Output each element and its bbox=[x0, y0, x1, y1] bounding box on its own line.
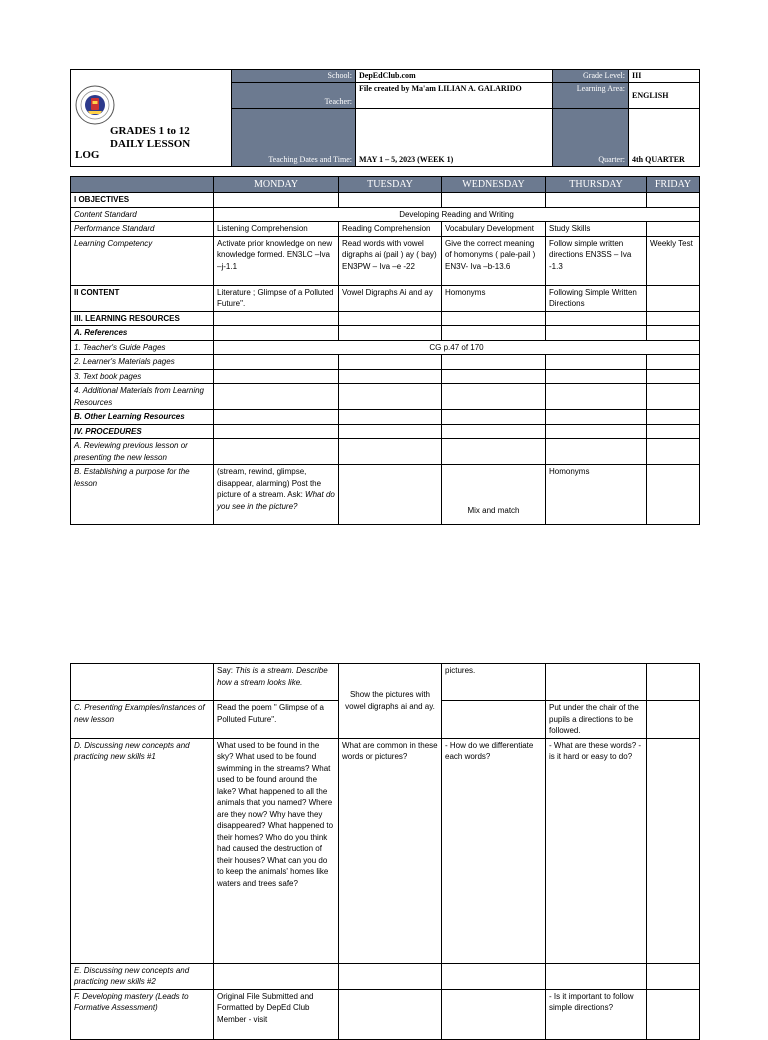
lc-wednesday: Give the correct meaning of homonyms ( pale-pail ) EN3V- Iva –b-13.6 bbox=[442, 236, 546, 285]
cell bbox=[339, 369, 442, 384]
cell bbox=[339, 963, 442, 989]
cell bbox=[339, 989, 442, 1039]
cell bbox=[647, 285, 700, 311]
quarter-label bbox=[553, 109, 629, 167]
days-corner bbox=[71, 177, 214, 193]
proc-f-thursday: - Is it important to follow simple directions? bbox=[546, 989, 647, 1039]
proc-c-label: C. Presenting Examples/instances of new lesson bbox=[71, 701, 214, 739]
area-value-text: ENGLISH bbox=[632, 90, 669, 100]
cell bbox=[214, 193, 339, 208]
cell bbox=[546, 424, 647, 439]
cell bbox=[214, 369, 339, 384]
proc-f-monday: Original File Submitted and Formatted by DepEd Club Member - visit bbox=[214, 989, 339, 1039]
cell bbox=[339, 311, 442, 326]
cell bbox=[442, 439, 546, 465]
cont-wednesday: pictures. bbox=[442, 664, 546, 701]
lc-monday: Activate prior knowledge on new knowledge formed. EN3LC –Iva –j-1.1 bbox=[214, 236, 339, 285]
day-friday: FRIDAY bbox=[647, 177, 700, 193]
cell bbox=[546, 439, 647, 465]
cell bbox=[214, 424, 339, 439]
ps-tuesday: Reading Comprehension bbox=[339, 222, 442, 237]
cell bbox=[546, 410, 647, 425]
dates-value bbox=[356, 109, 553, 167]
cell bbox=[546, 311, 647, 326]
cell bbox=[214, 439, 339, 465]
cell bbox=[339, 410, 442, 425]
cell bbox=[647, 311, 700, 326]
cell bbox=[442, 989, 546, 1039]
procedures-heading: IV. PROCEDURES bbox=[71, 424, 214, 439]
objectives-heading: I OBJECTIVES bbox=[71, 193, 214, 208]
cell bbox=[214, 384, 339, 410]
cell bbox=[647, 701, 700, 739]
content-heading: II CONTENT bbox=[71, 285, 214, 311]
quarter-value bbox=[629, 109, 700, 167]
dll-title bbox=[110, 125, 190, 151]
ask-prefix: Ask: bbox=[287, 490, 306, 499]
teacher-value: File created by Ma'am LILIAN A. GALARIDO bbox=[356, 83, 553, 109]
day-monday: MONDAY bbox=[214, 177, 339, 193]
school-value: DepEdClub.com bbox=[356, 70, 553, 83]
cell bbox=[442, 311, 546, 326]
cell bbox=[442, 326, 546, 341]
grade-value: III bbox=[629, 70, 700, 83]
cell bbox=[339, 355, 442, 370]
dates-value-text: MAY 1 – 5, 2023 (WEEK 1) bbox=[359, 155, 454, 164]
cell bbox=[442, 355, 546, 370]
cell bbox=[546, 193, 647, 208]
cell bbox=[442, 410, 546, 425]
quarter-label-text: Quarter: bbox=[598, 155, 625, 164]
cell bbox=[647, 384, 700, 410]
cell bbox=[647, 439, 700, 465]
ps-monday: Listening Comprehension bbox=[214, 222, 339, 237]
cell bbox=[442, 384, 546, 410]
dll-table-page1 bbox=[70, 176, 700, 525]
proc-a-label: A. Reviewing previous lesson or presenting the new lesson bbox=[71, 439, 214, 465]
cell bbox=[442, 369, 546, 384]
title-line-3: LOG bbox=[75, 149, 100, 161]
references-heading: A. References bbox=[71, 326, 214, 341]
proc-b-wednesday bbox=[442, 465, 546, 525]
day-wednesday: WEDNESDAY bbox=[442, 177, 546, 193]
grade-label: Grade Level: bbox=[553, 70, 629, 83]
cell bbox=[546, 963, 647, 989]
cell bbox=[339, 193, 442, 208]
content-thursday: Following Simple Written Directions bbox=[546, 285, 647, 311]
cell bbox=[214, 410, 339, 425]
proc-b-thursday: Homonyms bbox=[546, 465, 647, 525]
deped-seal-logo bbox=[75, 85, 115, 125]
cell bbox=[647, 355, 700, 370]
lm-pages-label: 2. Learner's Materials pages bbox=[71, 355, 214, 370]
proc-b-monday bbox=[214, 465, 339, 525]
say-text: This is a stream. Describe how a stream looks like. bbox=[217, 666, 328, 687]
cell bbox=[214, 963, 339, 989]
say-prefix: Say: bbox=[217, 666, 236, 675]
school-label: School: bbox=[232, 70, 356, 83]
tb-pages-label: 3. Text book pages bbox=[71, 369, 214, 384]
cell bbox=[442, 701, 546, 739]
proc-b-label: B. Establishing a purpose for the lesson bbox=[71, 465, 214, 525]
header-table bbox=[70, 69, 700, 167]
other-resources-label: B. Other Learning Resources bbox=[71, 410, 214, 425]
teacher-label bbox=[232, 83, 356, 109]
quarter-value-text: 4th QUARTER bbox=[632, 155, 685, 164]
cell bbox=[214, 355, 339, 370]
proc-d-tuesday: What are common in these words or pictures? bbox=[339, 738, 442, 963]
content-monday: Literature ; Glimpse of a Polluted Future". bbox=[214, 285, 339, 311]
content-wednesday: Homonyms bbox=[442, 285, 546, 311]
cell bbox=[339, 326, 442, 341]
title-line-1: GRADES 1 to 12 bbox=[110, 125, 190, 137]
cell bbox=[339, 465, 442, 525]
ps-thursday: Study Skills bbox=[546, 222, 647, 237]
proc-d-monday: What used to be found in the sky? What used to be found swimming in the streams? What used to be found around the lake? What happened to all the animals that you named? Where are they now? Why have they disappeared? What happened to their homes? Who do you think had caused the destruction of their houses? What can you do to keep the animals' homes like waters and trees safe? bbox=[214, 738, 339, 963]
resources-heading: III. LEARNING RESOURCES bbox=[71, 311, 214, 326]
cell bbox=[647, 369, 700, 384]
content-standard-label: Content Standard bbox=[71, 207, 214, 222]
cell bbox=[214, 326, 339, 341]
day-thursday: THURSDAY bbox=[546, 177, 647, 193]
proc-b-wednesday-text: Mix and match bbox=[467, 505, 520, 515]
lc-friday: Weekly Test bbox=[647, 236, 700, 285]
teacher-label-text: Teacher: bbox=[324, 97, 352, 107]
content-standard-value: Developing Reading and Writing bbox=[214, 207, 700, 222]
performance-standard-label: Performance Standard bbox=[71, 222, 214, 237]
proc-d-label: D. Discussing new concepts and practicing new skills #1 bbox=[71, 738, 214, 963]
cell bbox=[647, 326, 700, 341]
area-label: Learning Area: bbox=[553, 83, 629, 109]
cont-monday bbox=[214, 664, 339, 701]
proc-b-monday-text: (stream, rewind, glimpse, disappear, alarming) Post the picture of a stream. bbox=[217, 467, 322, 499]
cell bbox=[546, 384, 647, 410]
cell bbox=[442, 424, 546, 439]
cell bbox=[442, 963, 546, 989]
tg-pages-value: CG p.47 of 170 bbox=[214, 340, 700, 355]
area-value bbox=[629, 83, 700, 109]
tg-pages-label: 1. Teacher's Guide Pages bbox=[71, 340, 214, 355]
cont-tuesday-text: Show the pictures with vowel digraphs ai and ay. bbox=[345, 690, 435, 711]
cell bbox=[647, 963, 700, 989]
cell bbox=[647, 193, 700, 208]
cell bbox=[647, 738, 700, 963]
proc-d-wednesday: - How do we differentiate each words? bbox=[442, 738, 546, 963]
cont-tuesday bbox=[339, 664, 442, 739]
lc-tuesday: Read words with vowel digraphs ai (pail ) ay ( bay) EN3PW – Iva –e -22 bbox=[339, 236, 442, 285]
lc-thursday: Follow simple written directions EN3SS – Iva -1.3 bbox=[546, 236, 647, 285]
dates-label bbox=[232, 109, 356, 167]
ps-wednesday: Vocabulary Development bbox=[442, 222, 546, 237]
cell bbox=[339, 424, 442, 439]
day-tuesday: TUESDAY bbox=[339, 177, 442, 193]
cell bbox=[546, 326, 647, 341]
cell bbox=[647, 989, 700, 1039]
learning-competency-label: Learning Competency bbox=[71, 236, 214, 285]
cell bbox=[647, 424, 700, 439]
cell bbox=[442, 193, 546, 208]
content-tuesday: Vowel Digraphs Ai and ay bbox=[339, 285, 442, 311]
dll-table-page2 bbox=[70, 663, 700, 1040]
cell bbox=[71, 664, 214, 701]
cell bbox=[339, 384, 442, 410]
cell bbox=[647, 222, 700, 237]
logo-title-cell bbox=[71, 70, 232, 167]
proc-c-thursday: Put under the chair of the pupils a directions to be followed. bbox=[546, 701, 647, 739]
cell bbox=[546, 369, 647, 384]
cell bbox=[339, 439, 442, 465]
cell bbox=[546, 664, 647, 701]
cell bbox=[647, 410, 700, 425]
cell bbox=[647, 664, 700, 701]
cell bbox=[214, 311, 339, 326]
proc-c-monday: Read the poem " Glimpse of a Polluted Future". bbox=[214, 701, 339, 739]
proc-d-thursday: - What are these words? - is it hard or easy to do? bbox=[546, 738, 647, 963]
title-line-2: DAILY LESSON bbox=[110, 138, 191, 150]
proc-e-label: E. Discussing new concepts and practicing new skills #2 bbox=[71, 963, 214, 989]
additional-materials-label: 4. Additional Materials from Learning Resources bbox=[71, 384, 214, 410]
proc-f-label: F. Developing mastery (Leads to Formative Assessment) bbox=[71, 989, 214, 1039]
dates-label-text: Teaching Dates and Time: bbox=[268, 155, 352, 164]
cell bbox=[647, 465, 700, 525]
cell bbox=[546, 355, 647, 370]
ask-question: What do you see in the picture? bbox=[217, 490, 335, 511]
